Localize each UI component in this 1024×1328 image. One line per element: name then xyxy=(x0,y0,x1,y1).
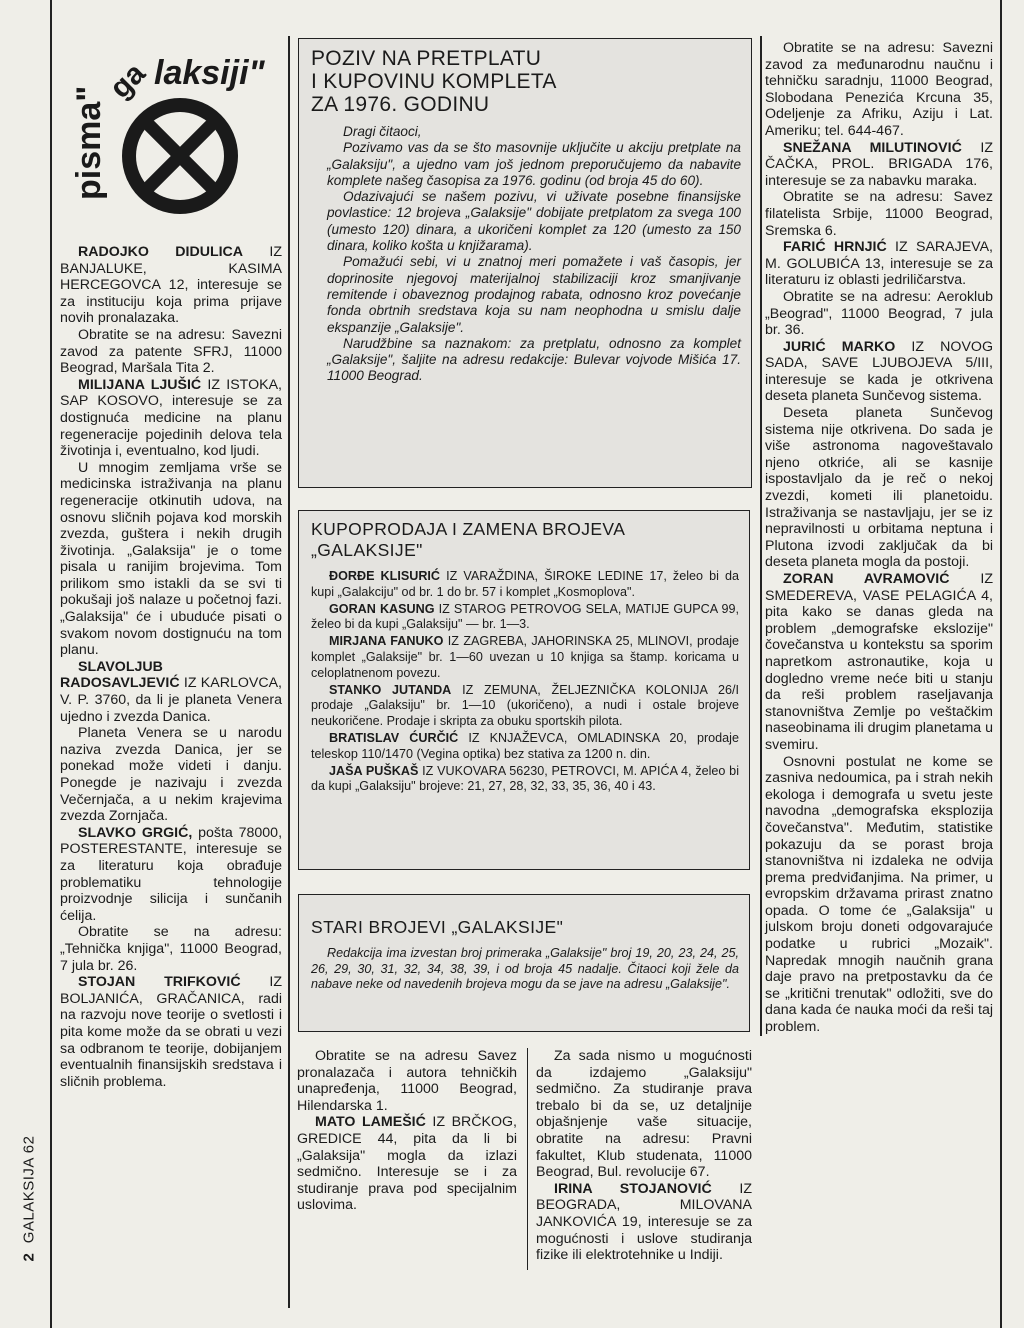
svg-text:pisma": pisma" xyxy=(70,85,108,200)
entry-text: IZ BANJALUKE, KASIMA HERCEGOVCA 12, interesuje se za instituciju koja prima prijave novih pronalazaka. xyxy=(60,244,282,327)
entry-text: Obratite se na adresu: Savez filatelista Srbije, 11000 Beograd, Sremska 6. xyxy=(765,189,993,239)
letter-entry xyxy=(60,244,282,327)
reader-name: BRATISLAV ĆURČIĆ xyxy=(329,730,459,745)
svg-text:ga: ga xyxy=(103,56,152,105)
entry-text: IZ SARAJEVA, M. GOLUBIĆA 13, interesuje se za literaturu iz oblasti jedriličarstva. xyxy=(765,239,993,289)
reader-name: STOJAN TRIFKOVIĆ xyxy=(78,974,241,991)
reader-name: GORAN KASUNG xyxy=(329,601,435,616)
entry-text: IZ KARLOVCA, V. P. 3760, da li je planeta Venera ujedno i zvezda Danica. xyxy=(60,675,282,725)
entry-text: IZ VARAŽDINA, ŠIROKE LEDINE 17, želeo bi da kupi „Galakciju" od br. 1 do br. 57 i komplet „Kosmoplova". xyxy=(311,569,739,599)
entry-text: Obratite se na adresu Savez pronalazača i autora tehničkih unapređenja, 11000 Beograd, Hilendarska 1. xyxy=(297,1048,517,1114)
entry-text: Planeta Venera se u narodu naziva zvezda Danica, jer se ponekad može videti i danju. Ponegde je nazivaju i zvezda Večernjača, a u nekim krajevima zvezda Zornjača. xyxy=(60,725,282,825)
letter-entry xyxy=(311,602,739,634)
back-issues-box xyxy=(298,894,750,1032)
entry-text: Obratite se na adresu: Aeroklub „Beograd", 11000 Beograd, 7 jula br. 36. xyxy=(765,288,993,339)
answer-paragraph xyxy=(765,289,993,339)
reader-name: MATO LAMEŠIĆ xyxy=(315,1114,426,1131)
letter-entry xyxy=(311,569,739,601)
paragraph: Pozivamo vas da se što masovnije uključite u akciju pretplate na „Galaksiju", a ujedno vam još jednom preporučujemo da nabavite komplete našeg časopisa za 1976. godinu (od broja 45 do 60). xyxy=(327,140,741,188)
reader-name: SLAVOLJUB RADOSAVLJEVIĆ xyxy=(60,658,180,692)
entry-text: IZ BEOGRADA, MILOVANA JANKOVIĆA 19, interesuje se za mogućnosti i uslove studiranja fizike ili elektrotehnike u Indiji. xyxy=(536,1180,752,1264)
reader-name: RADOJKO DIDULICA xyxy=(78,244,244,260)
entry-text: IZ ZAGREBA, JAHORINSKA 25, MLINOVI, prodaje komplet „Galaksije" br. 1—60 uvezan u 10 knjiga sa štamp. koricama u celoplatnenom povezu. xyxy=(311,634,740,680)
letter-entry xyxy=(765,571,993,754)
entry-text: IZ SMEDEREVA, VASE PELAGIĆA 4, pita kako se danas gleda na problem „demografske ekslozije" čovečanstva u kontekstu sa sporim napretkom astronautike, koja u dogledno vreme neće biti u stanju da reši problem raseljavanja stanovništva Zemlje po veštačkim naseobinama ili drugim planetama u svemiru. xyxy=(765,571,993,753)
letter-entry xyxy=(311,683,739,730)
answer-paragraph xyxy=(60,924,282,974)
reader-name: JAŠA PUŠKAŠ xyxy=(329,763,419,778)
reader-name: FARIĆ HRNJIĆ xyxy=(783,239,887,256)
reader-name: MIRJANA FANUKO xyxy=(329,634,444,649)
entry-text: IZ VUKOVARA 56230, PETROVCI, M. APIĆA 4, želeo bi da kupi „Galaksiju" brojeve: 21, 27, 28, 32, 33, 35, 36, 40 i 43. xyxy=(311,763,739,794)
reader-name: SLAVKO GRGIĆ, xyxy=(78,824,193,841)
letter-entry xyxy=(311,731,739,763)
letter-entry xyxy=(60,974,282,1090)
back-issues-title: STARI BROJEVI „GALAKSIJE" xyxy=(311,917,564,937)
letter-entry xyxy=(536,1181,752,1264)
letter-entry xyxy=(311,764,739,796)
magazine-name: GALAKSIJA 62 xyxy=(20,1135,38,1244)
column-middle-b xyxy=(536,1048,752,1264)
section-logo xyxy=(58,38,288,238)
entry-text: Deseta planeta Sunčevog sistema nije otkrivena. Do sada je više astronoma nagoveštavalo njeno otkriće, ali se kasnije ispostavljalo da je reč o nekoj zvezdi, kometi ili planetoidu. Istraživanja se nastavljaju, jer se iz nepravilnosti u orbitama neptuna i Plutona izvodi zaključak da bi deseta planeta mogla da postoji. xyxy=(765,405,993,571)
entry-text: IZ BRČKOG, GREDICE 44, pita da li bi „Galaksija" mogla da izlazi sedmično. Interesuje se i za studiranje prava pod specijalnim uslovima. xyxy=(297,1114,517,1214)
reader-name: ĐORĐE KLISURIĆ xyxy=(329,569,441,583)
answer-paragraph xyxy=(765,754,993,1036)
column-right xyxy=(765,40,993,1036)
letter-entry xyxy=(60,659,282,725)
letter-entry xyxy=(765,140,993,190)
letter-entry xyxy=(765,339,993,405)
entry-text: IZ STAROG PETROVOG SELA, MATIJE GUPCA 99, želeo bi da kupi „Galaksiju" — br. 1—3. xyxy=(311,601,739,632)
title-line: I KUPOVINU KOMPLETA xyxy=(311,70,557,93)
answer-paragraph xyxy=(765,189,993,239)
column-left xyxy=(60,244,282,1090)
entry-text: U mnogim zemljama vrše se medicinska istraživanja na planu regeneracije otkinutih udova, na osnovu sličnih pojava kod morskih zvezda, guštera i nekih drugih životinja. „Galaksija" je o tome pisala u ranijim brojevima. Tom prilikom smo istakli da se svi ti pokušaji još nalaze u početnoj fazi. „Galaksija" će i ubuduće pisati o svakom novom dostignuću na tom planu. xyxy=(60,459,282,659)
entry-text: Obratite se na adresu: Savezni zavod za patente SFRJ, 11000 Beograd, Maršala Tita 2. xyxy=(60,326,282,377)
entry-text: Za sada nismo u mogućnosti da izdajemo „Galaksiju" sedmično. Za studiranje prava trebalo bi da se, uz detaljnije objašnjenje vaše situacije, obratite na adresu: Pravni fakultet, Klub studenata, 11000 Beograd, Bul. revolucije 67. xyxy=(536,1048,752,1181)
entry-text: IZ BOLJANIĆA, GRAČANICA, radi na razvoju nove teorije o svetlosti i pita kome može da se obrati u vezi sa odbranom te teorije, dobijanjem eventualnih finansijskih sredstava i sličnih problema. xyxy=(60,974,282,1090)
reader-name: ZORAN AVRAMOVIĆ xyxy=(783,571,950,587)
answer-paragraph xyxy=(297,1048,517,1114)
entry-text: Osnovni postulat ne kome se zasniva nedoumica, pa i strah nekih ekologa i demografa u svetu jeste navodna „demografska eksplozija čovečanstva". Međutim, statistike pokazuju da se porast broja stanovništva ni izdaleka ne odvija prema predviđanjima. Na primer, u evropskim državama prirast znatno opada. O tome će „Galaksija" u julskom broju doneti odgovarajuće podatke u rubrici „Mozaik". Napredak mnogih naučnih grana daje pravo na pretpostavku da će se „kritični trenutak" odložiti, sve do dana kada će nauka moći da reši taj problem. xyxy=(765,753,993,1036)
paragraph: Pomažući sebi, vi u znatnoj meri pomažete i vaš časopis, jer doprinosite njegovoj materijalnoj stabilizaciji kroz smanjivanje remitende i obaveznog prodajnog rabata, odnosno kroz povećanje fonda obrtnih sredstava koja su nam neophodna u smislu dalje ekspanzije „Galaksije". xyxy=(327,254,741,335)
title-line: KUPOPRODAJA I ZAMENA BROJEVA xyxy=(311,519,626,539)
trade-entries xyxy=(311,569,739,795)
page-number: 2 xyxy=(20,1252,38,1262)
entry-text: IZ ČAČKA, PROL. BRIGADA 176, interesuje se za nabavku maraka. xyxy=(765,139,993,189)
letter-entry xyxy=(311,634,739,681)
reader-name: STANKO JUTANDA xyxy=(329,682,452,697)
entry-text: IZ ZEMUNA, ŽELJEZNIČKA KOLONIJA 26/I prodaje „Galaksiju" br. 1—10 (ukoričeno), a nudi i ostale brojeve neukoričene. Prodaje i skripta za obuku sportskih pilota. xyxy=(311,682,739,729)
reader-name: JURIĆ MARKO xyxy=(783,338,896,355)
page-footer xyxy=(18,1130,48,1280)
trade-title xyxy=(311,519,739,561)
title-line: POZIV NA PRETPLATU xyxy=(311,47,542,70)
entry-text: IZ ISTOKA, SAP KOSOVO, interesuje se za dostignuća medicine na planu regeneracije pojedinih delova tela životinja i, eventualno, kod ljudi. xyxy=(60,376,282,460)
letter-entry xyxy=(297,1114,517,1214)
entry-text: Obratite se na adresu: Savezni zavod za međunarodnu naučnu i tehničku saradnju, 11000 Beograd, Slobodana Penezića Krcuna 35, Odeljenje za Afriku, Aziju i Lat. Ameriku; tel. 644-467. xyxy=(765,40,993,139)
trade-box xyxy=(298,510,750,870)
column-rule-left xyxy=(50,0,52,1328)
subscription-text xyxy=(327,124,741,385)
column-rule-mid-left xyxy=(288,36,290,1308)
letter-entry xyxy=(60,377,282,460)
paragraph: Dragi čitaoci, xyxy=(343,124,422,139)
letter-entry xyxy=(60,825,282,925)
letters-logo-graphic xyxy=(58,38,288,238)
entry-text: pošta 78000, POSTERESTANTE, interesuje se za literaturu koja obrađuje problematiku tehnologije proizvodnje silicija i sunčanih ćelija. xyxy=(60,824,283,924)
answer-paragraph xyxy=(536,1048,752,1181)
answer-paragraph xyxy=(60,327,282,377)
entry-text: IZ KNJAŽEVCA, OMLADINSKA 20, prodaje teleskop 110/1470 (Vegina optika) bez stativa za 1200 n. din. xyxy=(311,730,739,761)
answer-paragraph xyxy=(60,725,282,825)
answer-paragraph xyxy=(765,405,993,571)
title-line: „GALAKSIJE" xyxy=(311,540,423,560)
letter-entry xyxy=(765,239,993,289)
reader-name: IRINA STOJANOVIĆ xyxy=(554,1180,712,1197)
back-issues-text: Redakcija ima izvestan broj primeraka „Galaksije" broj 19, 20, 23, 24, 25, 26, 29, 30, 31, 32, 34, 38, 39, i od broja 45 nadalje. Čitaoci koji žele da nabave neke od navedenih brojeva mogu da se jave na adresu „Galaksije". xyxy=(311,946,739,992)
entry-text: IZ NOVOG SADA, SAVE LJUBOJEVA 5/III, interesuje se kada je otkrivena deseta planeta Sunčevog sistema. xyxy=(765,338,993,405)
svg-text:laksiji": laksiji" xyxy=(154,54,265,92)
column-rule-mid-right xyxy=(760,36,762,1036)
answer-paragraph xyxy=(60,460,282,659)
entry-text: Obratite se na adresu: „Tehnička knjiga", 11000 Beograd, 7 jula br. 26. xyxy=(60,924,282,974)
column-middle-a xyxy=(297,1048,517,1214)
subscription-title xyxy=(311,47,741,116)
answer-paragraph xyxy=(765,40,993,140)
column-rule-right xyxy=(1000,0,1002,1328)
reader-name: SNEŽANA MILUTINOVIĆ xyxy=(783,139,962,156)
subscription-box xyxy=(298,38,752,488)
paragraph: Narudžbine sa naznakom: za pretplatu, odnosno za komplet „Galaksije", šaljite na adresu redakcije: Bulevar vojvode Mišića 17. 11000 Beograd. xyxy=(327,335,741,384)
title-line: ZA 1976. GODINU xyxy=(311,93,490,116)
column-rule-bottom-mid xyxy=(527,1048,528,1270)
reader-name: MILIJANA LJUŠIĆ xyxy=(78,376,202,393)
paragraph: Odazivajući se našem pozivu, vi uživate posebne finansijske povlastice: 12 brojeva „Galaksije" dobijate pretplatom za svega 100 (umesto 120) dinara, a ukoričeni komplet za 120 (umesto za 150 dinara, koliko košta u knjižarama). xyxy=(327,189,741,254)
